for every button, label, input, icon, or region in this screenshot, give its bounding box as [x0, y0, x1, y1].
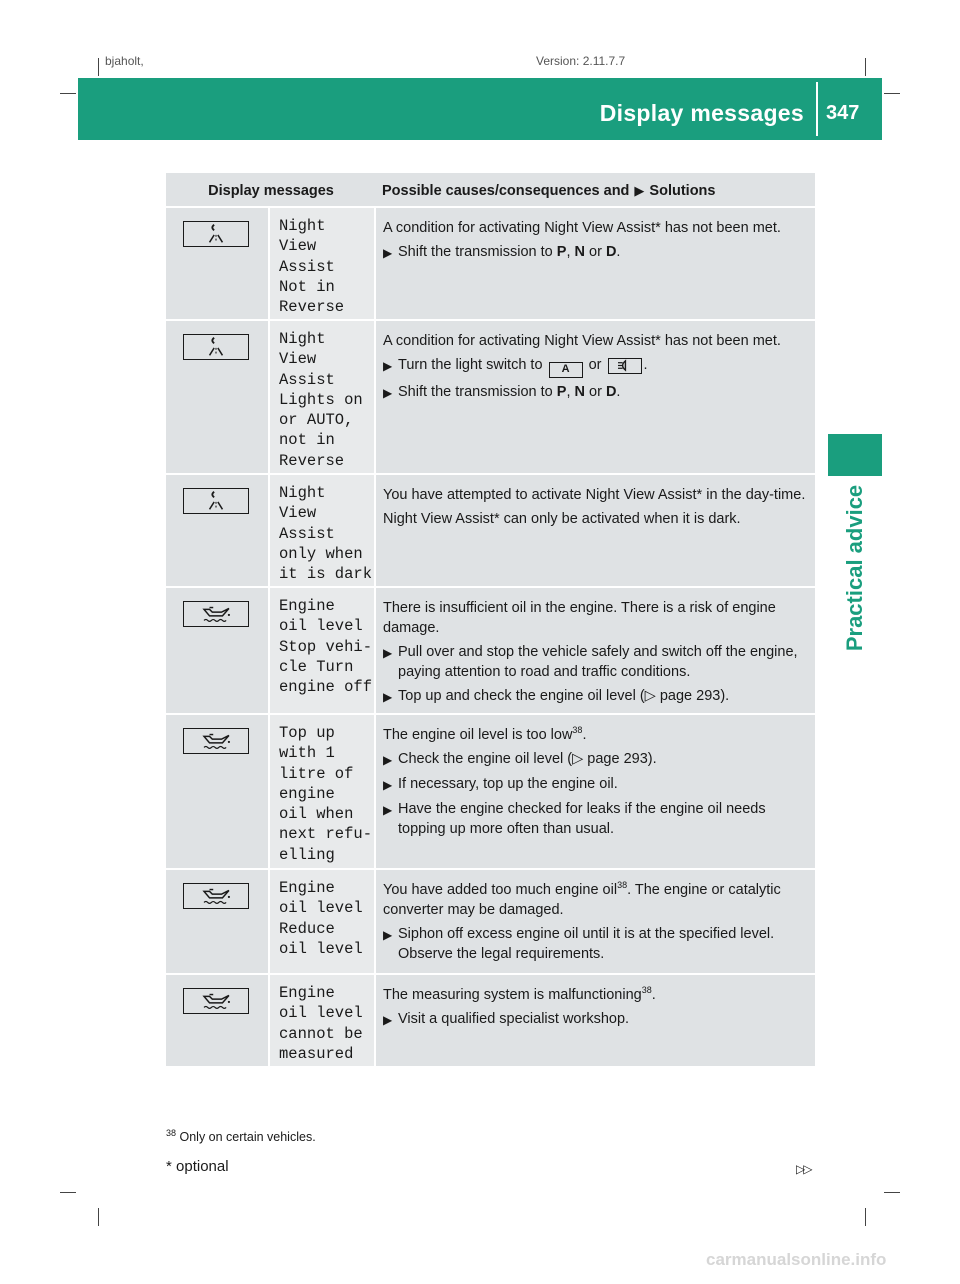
night-view-icon: [183, 334, 249, 360]
action-arrow-icon: ▶: [383, 803, 393, 817]
solution-cell: The measuring system is malfunctioning$^{38}$. ▶ Visit a qualified specialist workshop.: [376, 975, 815, 1066]
solution-cell: There is insufficient oil in the engine. There is a risk of engine damage. ▶ Pull over and stop the vehicle safely and switch off the engine, paying attention to road and traffic conditions. ▶ Top up and check the engine oil level (▷ page 293).: [376, 588, 815, 713]
icon-cell: [166, 715, 268, 868]
oil-can-icon: [183, 728, 249, 754]
icon-cell: [166, 975, 268, 1066]
page-title: Display messages: [599, 100, 804, 126]
optional-note: * optional: [166, 1158, 229, 1175]
night-view-icon: [183, 221, 249, 247]
table-row: [166, 870, 815, 975]
solution-cell: The engine oil level is too low$^{38}$. ▶ Check the engine oil level (▷ page 293). ▶ If necessary, top up the engine oil. ▶ Have the engine checked for leaks if the engine oil needs topping up more often than usual.: [376, 715, 815, 868]
oil-can-icon: [183, 601, 249, 627]
message-text: Engine oil level Stop vehi‐ cle Turn engine off: [270, 588, 374, 713]
icon-cell: [166, 588, 268, 713]
print-meta-right: Version: 2.11.7.7: [536, 54, 626, 68]
action-arrow-icon: ▶: [383, 386, 393, 400]
column-header-messages: Display messages: [208, 183, 334, 199]
oil-can-icon: [183, 883, 249, 909]
solution-step: ▶ Check the engine oil level (▷ page 293).: [383, 749, 809, 770]
action-arrow-icon: ▶: [383, 690, 393, 704]
section-label: Practical advice: [842, 484, 867, 652]
message-text: Engine oil level Reduce oil level: [270, 870, 374, 973]
message-text: Night View Assist only when it is dark: [270, 475, 374, 586]
headlamp-icon: [608, 358, 642, 374]
action-arrow-icon: ▶: [634, 183, 645, 198]
solution-step: ▶ Turn the light switch to A or .: [383, 355, 809, 378]
table-row: [166, 715, 815, 870]
watermark: carmanualsonline.info: [706, 1250, 887, 1269]
table-row: [166, 321, 815, 475]
action-arrow-icon: ▶: [383, 778, 393, 792]
page-header: [78, 78, 882, 140]
icon-cell: [166, 870, 268, 973]
solution-step: ▶ If necessary, top up the engine oil.: [383, 774, 809, 795]
solution-step: ▶ Have the engine checked for leaks if the engine oil needs topping up more often than usual.: [383, 801, 766, 837]
message-text: Night View Assist Not in Reverse: [270, 208, 374, 319]
icon-cell: [166, 475, 268, 586]
continued-marker: ▷▷: [796, 1162, 811, 1176]
auto-light-symbol: A: [549, 362, 583, 378]
solution-cell: You have added too much engine oil$^{38}$. The engine or catalytic converter may be damaged. ▶ Siphon off excess engine oil until it is at the specified level. Observe the legal requirements.: [376, 870, 815, 973]
solution-step: ▶ Shift the transmission to P, N or D.: [383, 382, 809, 403]
crop-mark: [865, 1208, 866, 1226]
action-arrow-icon: ▶: [383, 753, 393, 767]
crop-mark: [884, 93, 900, 94]
crop-mark: [60, 93, 76, 94]
action-arrow-icon: ▶: [383, 246, 393, 260]
table-row: [166, 475, 815, 588]
solution-step: ▶ Pull over and stop the vehicle safely and switch off the engine, paying attention to road and traffic conditions.: [383, 644, 798, 680]
print-meta-left: bjaholt,: [105, 54, 144, 68]
display-messages-table: [166, 173, 815, 1068]
solution-cell: You have attempted to activate Night View Assist* in the day-time. Night View Assist* can only be activated when it is dark.: [376, 475, 815, 586]
crop-mark: [865, 58, 866, 76]
crop-mark: [98, 58, 99, 76]
solution-cell: A condition for activating Night View Assist* has not been met. ▶ Turn the light switch to A or . ▶ Shift the transmission to P, N or D.: [376, 321, 815, 473]
solution-cell: A condition for activating Night View Assist* has not been met. ▶ Shift the transmission to P, N or D.: [376, 208, 815, 319]
table-row: [166, 208, 815, 321]
page-number: 347: [826, 102, 860, 124]
oil-can-icon: [183, 988, 249, 1014]
column-header-solutions: Possible causes/consequences and ▶ Solutions: [382, 183, 716, 199]
crop-mark: [98, 1208, 99, 1226]
night-view-icon: [183, 488, 249, 514]
crop-mark: [884, 1192, 900, 1193]
table-row: [166, 975, 815, 1068]
footnote: $^{38}$ Only on certain vehicles.: [166, 1127, 316, 1144]
table-header: [166, 173, 815, 208]
solution-step: ▶ Top up and check the engine oil level (▷ page 293).: [383, 686, 809, 707]
action-arrow-icon: ▶: [383, 928, 393, 942]
table-row: [166, 588, 815, 715]
icon-cell: [166, 208, 268, 319]
solution-step: ▶ Siphon off excess engine oil until it is at the specified level. Observe the legal requirements.: [383, 926, 775, 962]
crop-mark: [60, 1192, 76, 1193]
message-text: Top up with 1 litre of engine oil when next refu‐ elling: [270, 715, 374, 868]
message-text: Night View Assist Lights on or AUTO, not in Reverse: [270, 321, 374, 473]
message-text: Engine oil level cannot be measured: [270, 975, 374, 1066]
action-arrow-icon: ▶: [383, 1013, 393, 1027]
section-tab: [828, 434, 882, 476]
header-divider: [816, 82, 818, 136]
solution-step: ▶ Visit a qualified specialist workshop.: [383, 1009, 809, 1030]
icon-cell: [166, 321, 268, 473]
action-arrow-icon: ▶: [383, 646, 393, 660]
action-arrow-icon: ▶: [383, 359, 393, 373]
solution-step: ▶ Shift the transmission to P, N or D.: [383, 242, 809, 263]
